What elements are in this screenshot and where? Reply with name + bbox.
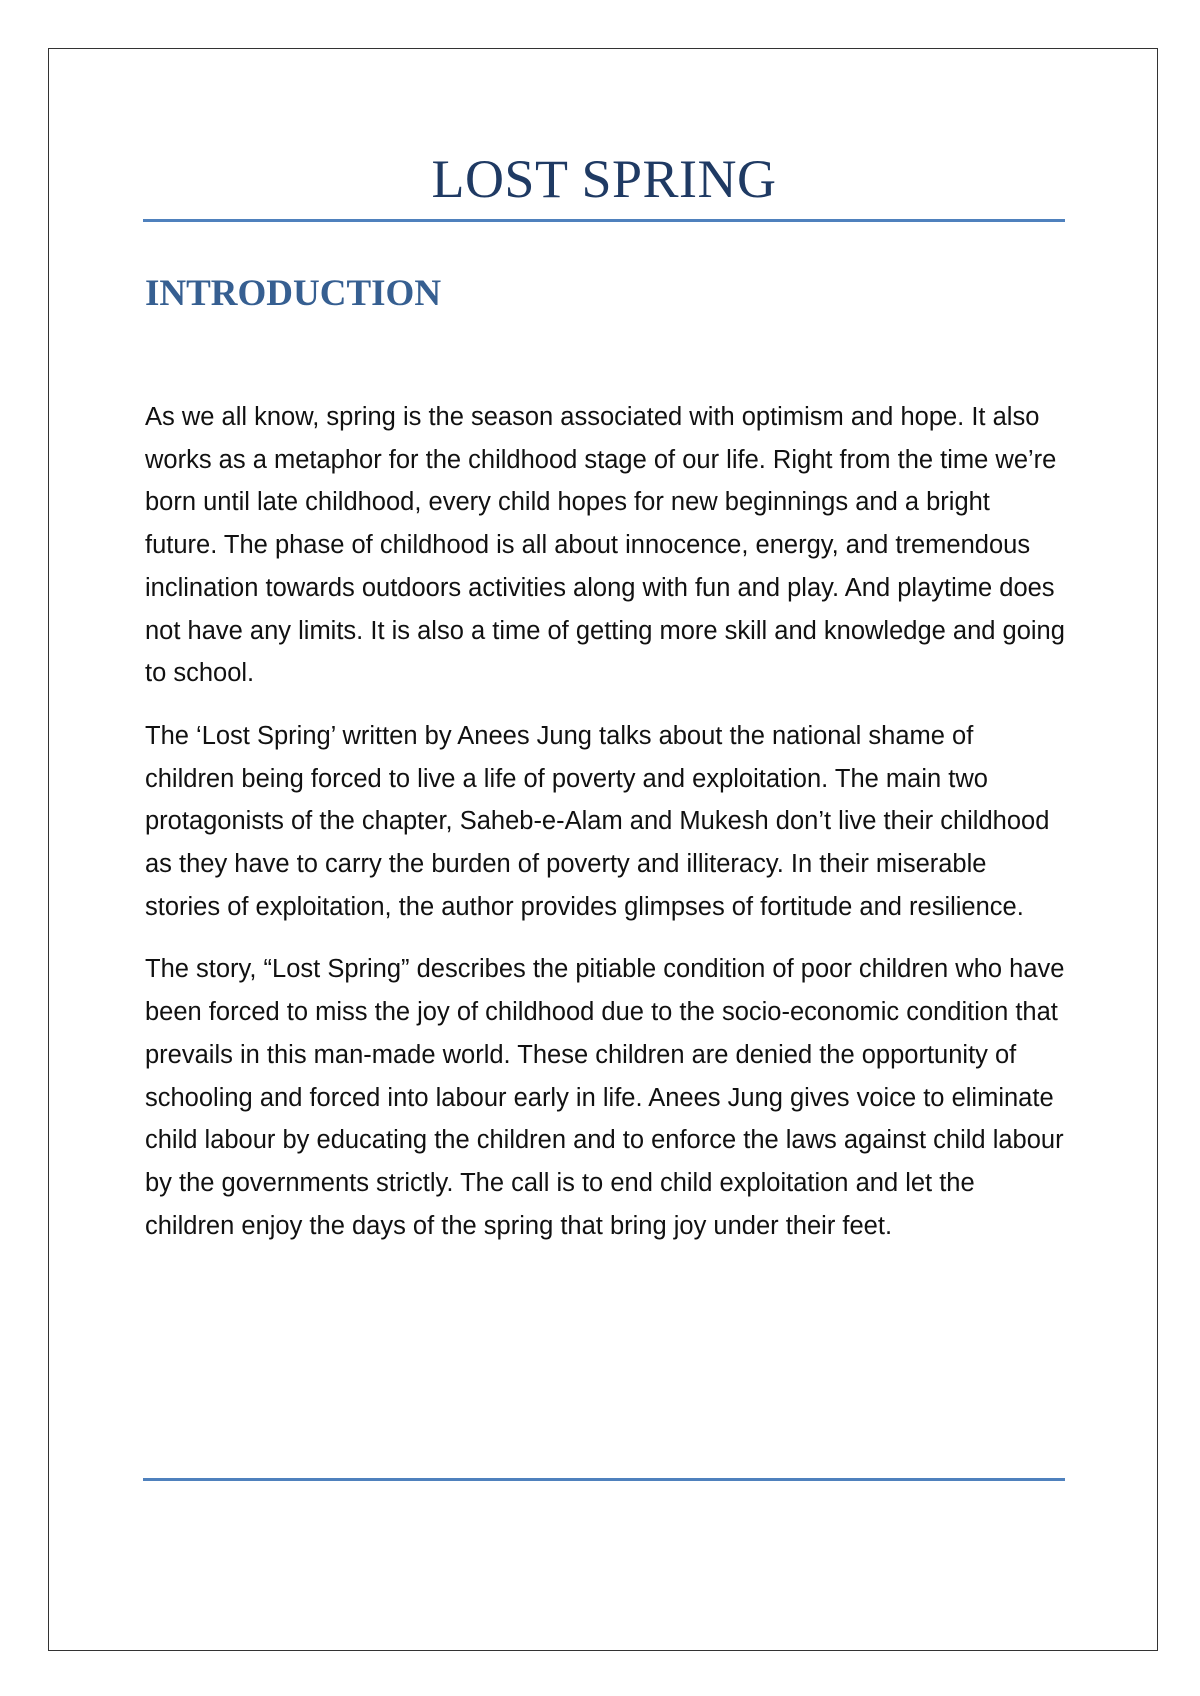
section-heading: INTRODUCTION (145, 273, 442, 314)
footer-rule (143, 1478, 1065, 1481)
paragraph-1: As we all know, spring is the season associated with optimism and hope. It also works as a metaphor for the childhood stage of our life. Right from the time we’re born until late childhood, every child hopes for new beginnings and a bright future. The phase of childhood is all about innocence, energy, and tremendous inclination towards outdoors activities along with fun and play. And playtime does not have any limits. It is also a time of getting more skill and knowledge and going to school. (145, 403, 1065, 688)
title-underline-rule (143, 219, 1065, 222)
body-text (145, 396, 1065, 1267)
paragraph-2: The ‘Lost Spring’ written by Anees Jung talks about the national shame of children being forced to live a life of poverty and exploitation. The main two protagonists of the chapter, Saheb-e-Alam and Mukesh don’t live their childhood as they have to carry the burden of poverty and illiteracy. In their miserable stories of exploitation, the author provides glimpses of fortitude and resilience. (145, 721, 1050, 921)
document-title: LOST SPRING (431, 149, 777, 209)
paragraph-3: The story, “Lost Spring” describes the pitiable condition of poor children who have been forced to miss the joy of childhood due to the socio-economic condition that prevails in this man-made world. These children are denied the opportunity of schooling and forced into labour early in life. Anees Jung gives voice to eliminate child labour by educating the children and to enforce the laws against child labour by the governments strictly. The call is to end child exploitation and let the children enjoy the days of the spring that bring joy under their feet. (145, 955, 1065, 1240)
